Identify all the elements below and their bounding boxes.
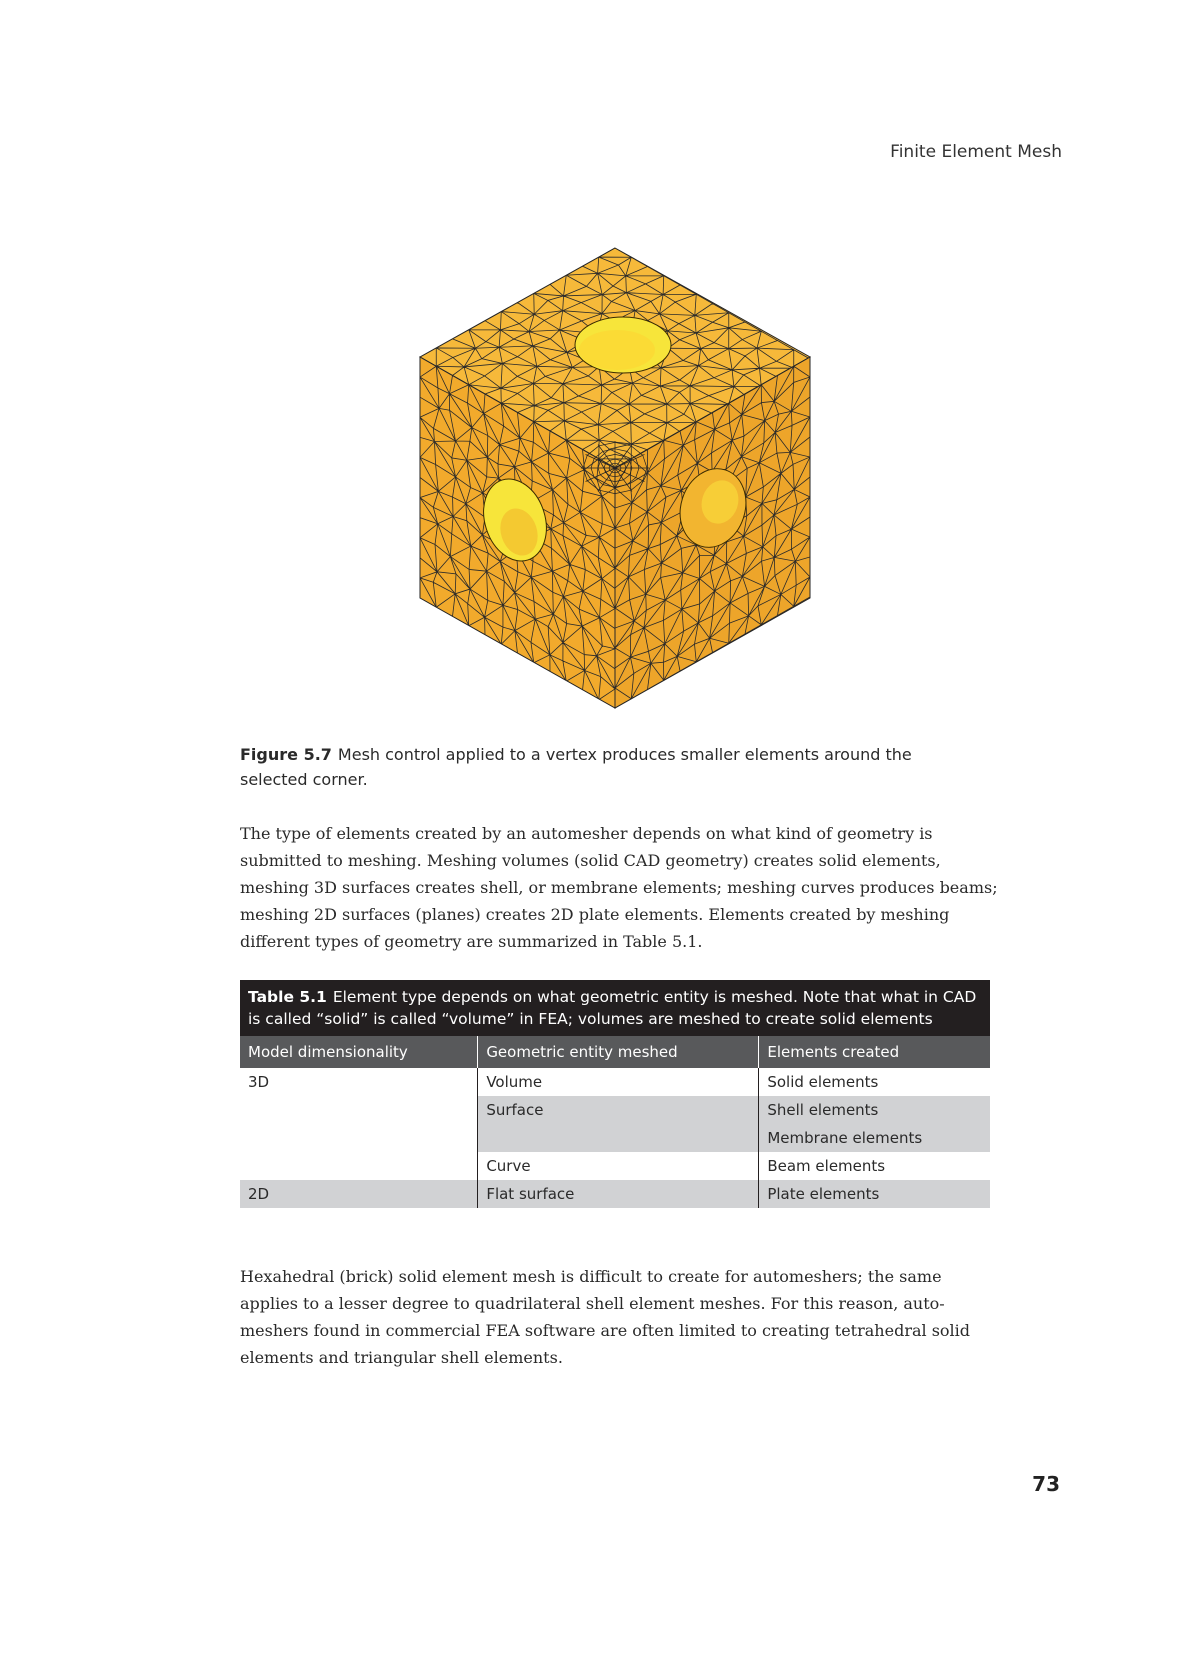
cell-dimensionality xyxy=(240,1152,478,1180)
cell-elements: Solid elements xyxy=(759,1068,990,1096)
cell-elements-line-1: Shell elements xyxy=(767,1101,879,1119)
cell-entity: Flat surface xyxy=(478,1180,759,1208)
table-header-row xyxy=(240,1036,990,1068)
cell-dimensionality: 2D xyxy=(240,1180,478,1208)
page-number: 73 xyxy=(1032,1472,1060,1496)
figure-caption xyxy=(240,742,980,792)
cell-entity: Surface xyxy=(478,1096,759,1152)
body-paragraph-2: Hexahedral (brick) solid element mesh is difficult to create for automeshers; the same applies to a lesser degree to quadrilateral shell element meshes. For this reason, auto-meshers found in commercial FEA software are often limited to creating tetrahedral solid elements and triangular shell elements. xyxy=(240,1267,971,1367)
table-row xyxy=(240,1152,990,1180)
figure-label: Figure 5.7 xyxy=(240,745,332,764)
table xyxy=(240,1036,990,1208)
cell-elements xyxy=(759,1096,990,1152)
running-head: Finite Element Mesh xyxy=(890,142,1062,162)
mesh-cube-figure xyxy=(405,240,825,720)
header-geometric-entity: Geometric entity meshed xyxy=(478,1036,759,1068)
body-paragraph-1: The type of elements created by an automesher depends on what kind of geometry is submitted to meshing. Meshing volumes (solid CAD geometry) creates solid elements, meshing 3D surfaces creates shell, or membrane elements; meshing curves produces beams; meshing 2D surfaces (planes) creates 2D plate elements. Elements created by meshing different types of geometry are summarized in Table 5.1. xyxy=(240,824,998,951)
table-caption-text: Element type depends on what geometric entity is meshed. Note that what in CAD is called “solid” is called “volume” in FEA; volumes are meshed to create solid elements xyxy=(248,988,977,1028)
element-type-table xyxy=(240,980,990,1208)
figure-caption-text: Mesh control applied to a vertex produces smaller elements around the selected corner. xyxy=(240,745,912,789)
cell-dimensionality: 3D xyxy=(240,1068,478,1096)
cell-elements: Plate elements xyxy=(759,1180,990,1208)
cell-elements-line-2: Membrane elements xyxy=(767,1129,923,1147)
header-elements-created: Elements created xyxy=(759,1036,990,1068)
cell-elements: Beam elements xyxy=(759,1152,990,1180)
table-row xyxy=(240,1096,990,1152)
cell-entity: Curve xyxy=(478,1152,759,1180)
table-label: Table 5.1 xyxy=(248,988,327,1006)
cell-entity: Volume xyxy=(478,1068,759,1096)
table-row xyxy=(240,1180,990,1208)
table-caption xyxy=(240,980,990,1036)
table-row xyxy=(240,1068,990,1096)
header-model-dimensionality: Model dimensionality xyxy=(240,1036,478,1068)
cell-dimensionality xyxy=(240,1096,478,1152)
